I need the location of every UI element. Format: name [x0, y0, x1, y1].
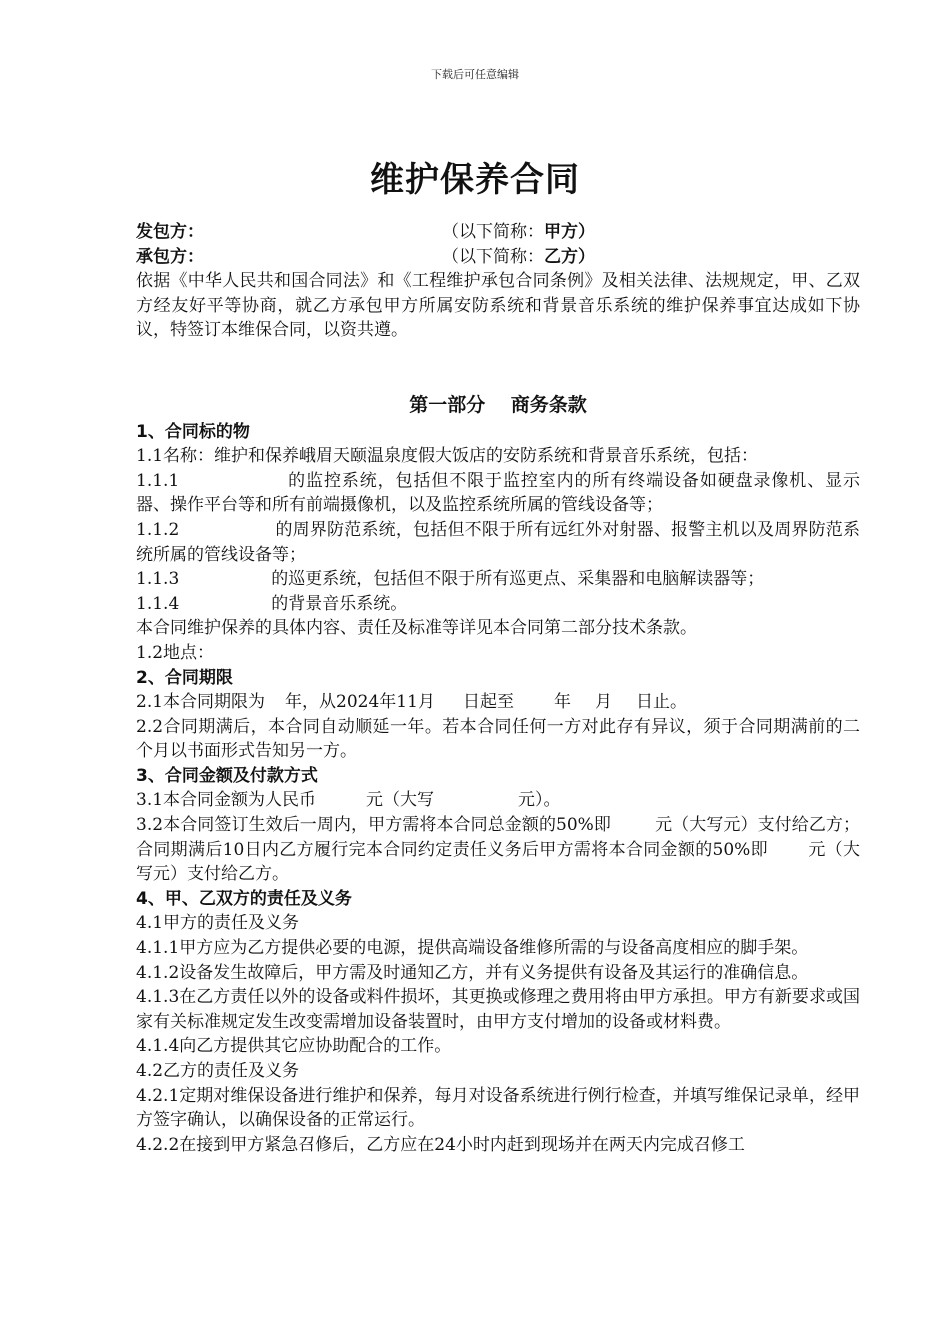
clause-2-1-d: 年	[553, 692, 571, 713]
section-4-heading: 4、甲、乙双方的责任及义务	[136, 888, 352, 909]
contractor-alias: 乙方	[544, 246, 578, 267]
clause-2-1-f: 日止。	[635, 692, 687, 713]
clause-1-1-4-text: 的背景音乐系统。	[271, 593, 408, 614]
clause-1-1-1-text: 的监控系统，包括但不限于监控室内的所有终端设备如硬盘录像机、显示器、操作平台等和所有前端摄像机，以及监控系统所属的管线设备等；	[136, 470, 860, 516]
clause-4-1-2: 4.1.2设备发生故障后，甲方需及时通知乙方，并有义务提供有设备及其运行的准确信息。	[136, 962, 809, 983]
clause-2-1-c: 日起至	[462, 692, 514, 713]
clause-3-1-b: 元（大写	[366, 790, 435, 811]
section-2-heading: 2、合同期限	[136, 667, 233, 688]
clause-2-1-a: 2.1本合同期限为	[136, 692, 266, 713]
contractor-alias-prefix: （以下简称：	[442, 246, 544, 267]
clause-4-2-2: 4.2.2在接到甲方紧急召修后，乙方应在24小时内赶到现场并在两天内完成召修工	[136, 1134, 745, 1155]
clause-4-2: 4.2乙方的责任及义务	[136, 1061, 300, 1081]
clause-2-1-b: 年，从2024年11月	[285, 692, 435, 713]
clause-1-1-4	[136, 592, 860, 617]
clause-3-2-c: 元（大写元）支付给乙方。	[136, 839, 861, 885]
header-note: 下载后可任意编辑	[431, 68, 519, 81]
employer-alias-prefix: （以下简称：	[442, 222, 544, 242]
clause-2-1	[136, 690, 860, 715]
contractor-alias-suffix: ）	[578, 246, 595, 267]
clause-4-1-3: 4.1.3在乙方责任以外的设备或料件损坏，其更换或修理之费用将由甲方承担。甲方有新要求或国家有关标准规定发生改变需增加设备装置时，由甲方支付增加的设备或材料费。	[136, 987, 860, 1032]
section-3-heading: 3、合同金额及付款方式	[136, 765, 318, 786]
part1-title: 第一部分 商务条款	[409, 393, 587, 416]
clause-2-2: 2.2合同期满后，本合同自动顺延一年。若本合同任何一方对此存有异议，须于合同期满前的二个月以书面形式告知另一方。	[136, 716, 860, 762]
clause-1-1-3-num: 1.1.3	[136, 569, 180, 590]
clause-1-1-2-num: 1.1.2	[136, 519, 180, 540]
clause-1-1-2	[136, 518, 860, 567]
clause-2-1-e: 月	[594, 692, 612, 713]
clause-3-2-a: 3.2本合同签订生效后一周内，甲方需将本合同总金额的50%即	[136, 815, 611, 836]
clause-1-1-2-text: 的周界防范系统，包括但不限于所有远红外对射器、报警主机以及周界防范系统所属的管线设备等；	[136, 519, 860, 565]
clause-1-1-1	[136, 469, 860, 518]
clause-3-2	[136, 813, 860, 887]
clause-4-2-1: 4.2.1定期对维保设备进行维护和保养，每月对设备系统进行例行检查，并填写维保记录单，经甲方签字确认，以确保设备的正常运行。	[136, 1085, 860, 1131]
employer-label: 发包方：	[136, 222, 204, 242]
clause-1-2: 1.2地点：	[136, 642, 215, 663]
clause-3-1-a: 3.1本合同金额为人民币	[136, 790, 317, 811]
clause-1-1-4-num: 1.1.4	[136, 593, 180, 614]
document-title: 维护保养合同	[370, 160, 580, 200]
scope-note: 本合同维护保养的具体内容、责任及标准等详见本合同第二部分技术条款。	[136, 618, 697, 639]
employer-line	[136, 220, 860, 245]
section-1-heading: 1、合同标的物	[136, 421, 250, 442]
clause-1-1-3	[136, 567, 860, 592]
clause-3-1	[136, 788, 860, 813]
employer-alias: 甲方	[544, 222, 578, 242]
clause-4-1: 4.1甲方的责任及义务	[136, 913, 300, 934]
clause-3-2-b: 元（大写元）支付给乙方；合同期满后10日内乙方履行完本合同约定责任义务后甲方需将本合同金额的50%即	[136, 815, 861, 860]
clause-4-1-1: 4.1.1甲方应为乙方提供必要的电源，提供高端设备维修所需的与设备高度相应的脚手架。	[136, 938, 809, 959]
clause-1-1-3-text: 的巡更系统，包括但不限于所有巡更点、采集器和电脑解读器等；	[271, 569, 765, 590]
preamble: 依据《中华人民共和国合同法》和《工程维护承包合同条例》及相关法律、法规规定，甲、乙双方经友好平等协商，就乙方承包甲方所属安防系统和背景音乐系统的维护保养事宜达成如下协议，特签订本维保合同，以资共遵。	[136, 271, 860, 341]
contractor-line	[136, 245, 860, 270]
clause-4-1-4: 4.1.4向乙方提供其它应协助配合的工作。	[136, 1036, 452, 1057]
clause-1-1-1-num: 1.1.1	[136, 470, 180, 491]
contractor-label: 承包方：	[136, 246, 204, 267]
employer-alias-suffix: ）	[578, 222, 595, 242]
document-body	[136, 220, 860, 1157]
clause-3-1-c: 元）。	[518, 790, 561, 811]
clause-1-1: 1.1名称：维护和保养峨眉天颐温泉度假大饭店的安防系统和背景音乐系统，包括：	[136, 446, 759, 467]
